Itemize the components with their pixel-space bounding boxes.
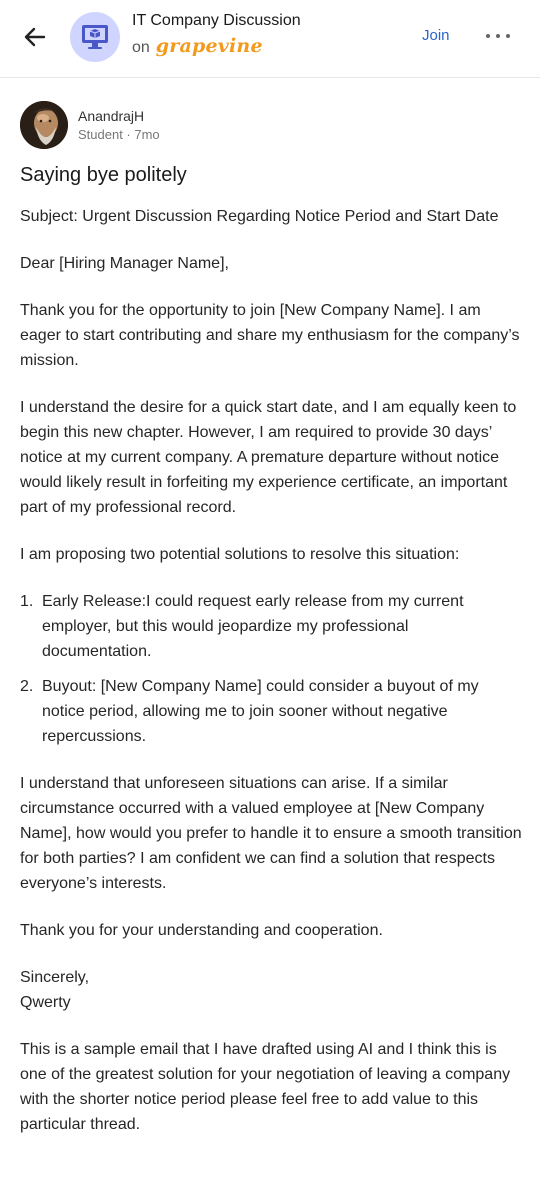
post-footer-note: This is a sample email that I have drafted using AI and I think this is one of the greatest solution for your negotiation of leaving a company with the shorter notice period please feel free to add value to this particular thread. xyxy=(20,1041,511,1133)
portrait-avatar-image xyxy=(20,101,68,149)
community-title[interactable]: IT Company Discussion xyxy=(132,12,301,29)
post-body xyxy=(20,204,522,1159)
list-text: Buyout: [New Company Name] could consider a buyout of my notice period, allowing me to join sooner without negative repercussions. xyxy=(42,678,479,745)
brand-logo: grapevine xyxy=(155,35,263,57)
closing-line: Sincerely, xyxy=(20,969,90,986)
join-button[interactable]: Join xyxy=(422,27,450,44)
post-paragraph: I am proposing two potential solutions to resolve this situation: xyxy=(20,546,460,563)
post-header xyxy=(0,0,540,78)
author-avatar[interactable] xyxy=(20,101,68,149)
solutions-list xyxy=(20,589,522,749)
list-number: 2. xyxy=(20,678,34,695)
post-author xyxy=(20,101,520,149)
arrow-left-icon xyxy=(24,26,46,48)
community-source xyxy=(132,35,263,57)
post-title: Saying bye politely xyxy=(20,164,187,186)
list-item xyxy=(20,674,522,749)
on-label: on xyxy=(132,39,150,56)
list-text: Early Release:I could request early release from my current employer, but this would jeopardize my professional documentation. xyxy=(42,593,464,660)
more-horizontal-icon xyxy=(486,34,490,38)
post-paragraph: Thank you for your understanding and cooperation. xyxy=(20,922,383,939)
monitor-box-icon xyxy=(79,21,111,53)
post-paragraph: Thank you for the opportunity to join [New Company Name]. I am eager to start contributing and share my enthusiasm for the company’s mission. xyxy=(20,302,520,369)
post-paragraph: Subject: Urgent Discussion Regarding Notice Period and Start Date xyxy=(20,208,499,225)
author-meta: Student · 7mo xyxy=(78,127,160,142)
list-item xyxy=(20,589,522,664)
post-paragraph: I understand that unforeseen situations can arise. If a similar circumstance occurred with a valued employee at [New Company Name], how would you prefer to handle it to ensure a smooth transition for both parties? I am confident we can find a solution that respects everyone’s interests. xyxy=(20,775,522,892)
post-paragraph: Dear [Hiring Manager Name], xyxy=(20,255,229,272)
signature-name: Qwerty xyxy=(20,994,71,1011)
author-name[interactable]: AnandrajH xyxy=(78,108,145,124)
post-paragraph: I understand the desire for a quick start date, and I am equally keen to begin this new chapter. However, I am required to provide 30 days’ notice at my current company. A premature departure without notice would likely result in forfeiting my experience certificate, an important part of my professional record. xyxy=(20,399,517,516)
more-options-button[interactable] xyxy=(486,30,510,42)
list-number: 1. xyxy=(20,593,34,610)
back-button[interactable] xyxy=(20,22,50,52)
community-avatar[interactable] xyxy=(70,12,120,62)
signature-block xyxy=(20,965,522,1015)
